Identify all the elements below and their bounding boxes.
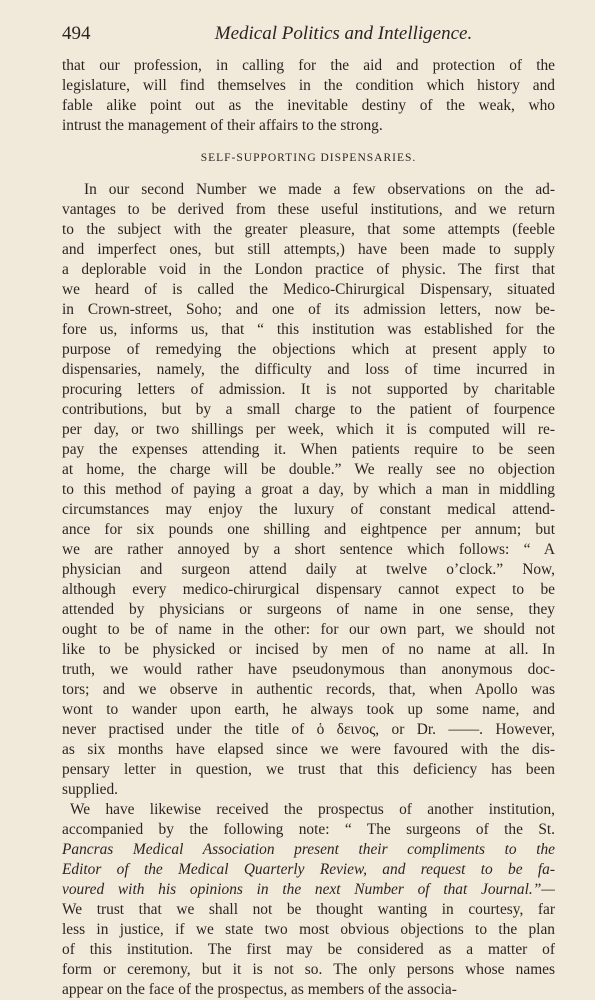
text-line: fore us, informs us, that “ this institution was established for the xyxy=(62,321,555,338)
text-line: intrust the management of their affairs to the strong. xyxy=(62,117,383,134)
text-line: ought to be of name in the other: for our own part, we should not xyxy=(62,621,555,638)
text-line: legislature, will find themselves in the condition which history and xyxy=(62,77,555,94)
text-line: per day, or two shillings per week, which it is computed will re- xyxy=(62,421,555,438)
text-line: dispensaries, namely, the difficulty and loss of time incurred in xyxy=(62,361,555,378)
text-line: attended by physicians or surgeons of name in one sense, they xyxy=(62,601,555,618)
text-line: we heard of is called the Medico-Chirurgical Dispensary, situated xyxy=(62,281,555,298)
text-line: Pancras Medical Association present their compliments to the xyxy=(62,841,555,858)
text-line: in Crown-street, Soho; and one of its admission letters, now be- xyxy=(62,301,555,318)
text-line: voured with his opinions in the next Number of that Journal.”— xyxy=(62,881,555,898)
text-line: we are rather annoyed by a short sentence which follows: “ A xyxy=(62,541,555,558)
intro-paragraph xyxy=(62,56,555,136)
text-line: contributions, but by a small charge to the patient of fourpence xyxy=(62,401,555,418)
text-line: less in justice, if we state two most obvious objections to the plan xyxy=(62,921,555,938)
text-line: physician and surgeon attend daily at twelve o’clock.” Now, xyxy=(62,561,555,578)
text-line: appear on the face of the prospectus, as members of the associa- xyxy=(62,981,457,998)
text-line: form or ceremony, but it is not so. The only persons whose names xyxy=(62,961,555,978)
text-line: to the subject with the greater pleasure, that some attempts (feeble xyxy=(62,221,555,238)
body-text xyxy=(62,180,555,1000)
text-line: We trust that we shall not be thought wanting in courtesy, far xyxy=(62,901,555,918)
text-line: at home, the charge will be double.” We really see no objection xyxy=(62,461,555,478)
text-line: pensary letter in question, we trust that this deficiency has been xyxy=(62,761,555,778)
text-line: wont to wander upon earth, he always took up some name, and xyxy=(62,701,555,718)
text-line: Editor of the Medical Quarterly Review, and request to be fa- xyxy=(62,861,555,878)
text-line: supplied. xyxy=(62,781,119,798)
text-line: accompanied by the following note: “ The surgeons of the St. xyxy=(62,821,555,838)
page-number: 494 xyxy=(62,23,91,44)
text-line: and imperfect ones, but still attempts,) have been made to supply xyxy=(62,241,555,258)
text-line: vantages to be derived from these useful institutions, and we return xyxy=(62,201,555,218)
text-line: pay the expenses attending it. When patients require to be seen xyxy=(62,441,555,458)
text-line: to this method of paying a groat a day, by which a man in middling xyxy=(62,481,555,498)
text-line: as six months have elapsed since we were favoured with the dis- xyxy=(62,741,555,758)
text-line: a deplorable void in the London practice of physic. The first that xyxy=(62,261,555,278)
text-line: like to be physicked or incised by men of no name at all. In xyxy=(62,641,555,658)
text-line: purpose of remedying the objections which at present apply to xyxy=(62,341,555,358)
section-heading: SELF-SUPPORTING DISPENSARIES. xyxy=(200,152,417,164)
text-line: ance for six pounds one shilling and eightpence per annum; but xyxy=(62,521,555,538)
page-header xyxy=(62,22,555,48)
text-line: We have likewise received the prospectus of another institution, xyxy=(70,801,555,818)
text-line: although every medico-chirurgical dispensary cannot expect to be xyxy=(62,581,555,598)
text-line: procuring letters of admission. It is not supported by charitable xyxy=(62,381,555,398)
text-line: of this institution. The first may be considered as a matter of xyxy=(62,941,555,958)
running-title: Medical Politics and Intelligence. xyxy=(214,23,473,44)
text-line: tors; and we observe in authentic records, that, when Apollo was xyxy=(62,681,555,698)
text-line: truth, we would rather have pseudonymous than anonymous doc- xyxy=(62,661,555,678)
text-line: that our profession, in calling for the aid and protection of the xyxy=(62,57,555,74)
text-line: In our second Number we made a few observations on the ad- xyxy=(84,181,555,198)
text-line: circumstances may enjoy the luxury of constant medical attend- xyxy=(62,501,555,518)
text-line: fable alike point out as the inevitable destiny of the weak, who xyxy=(62,97,555,114)
text-line: never practised under the title of ὁ δεινος, or Dr. ——. However, xyxy=(62,721,555,738)
